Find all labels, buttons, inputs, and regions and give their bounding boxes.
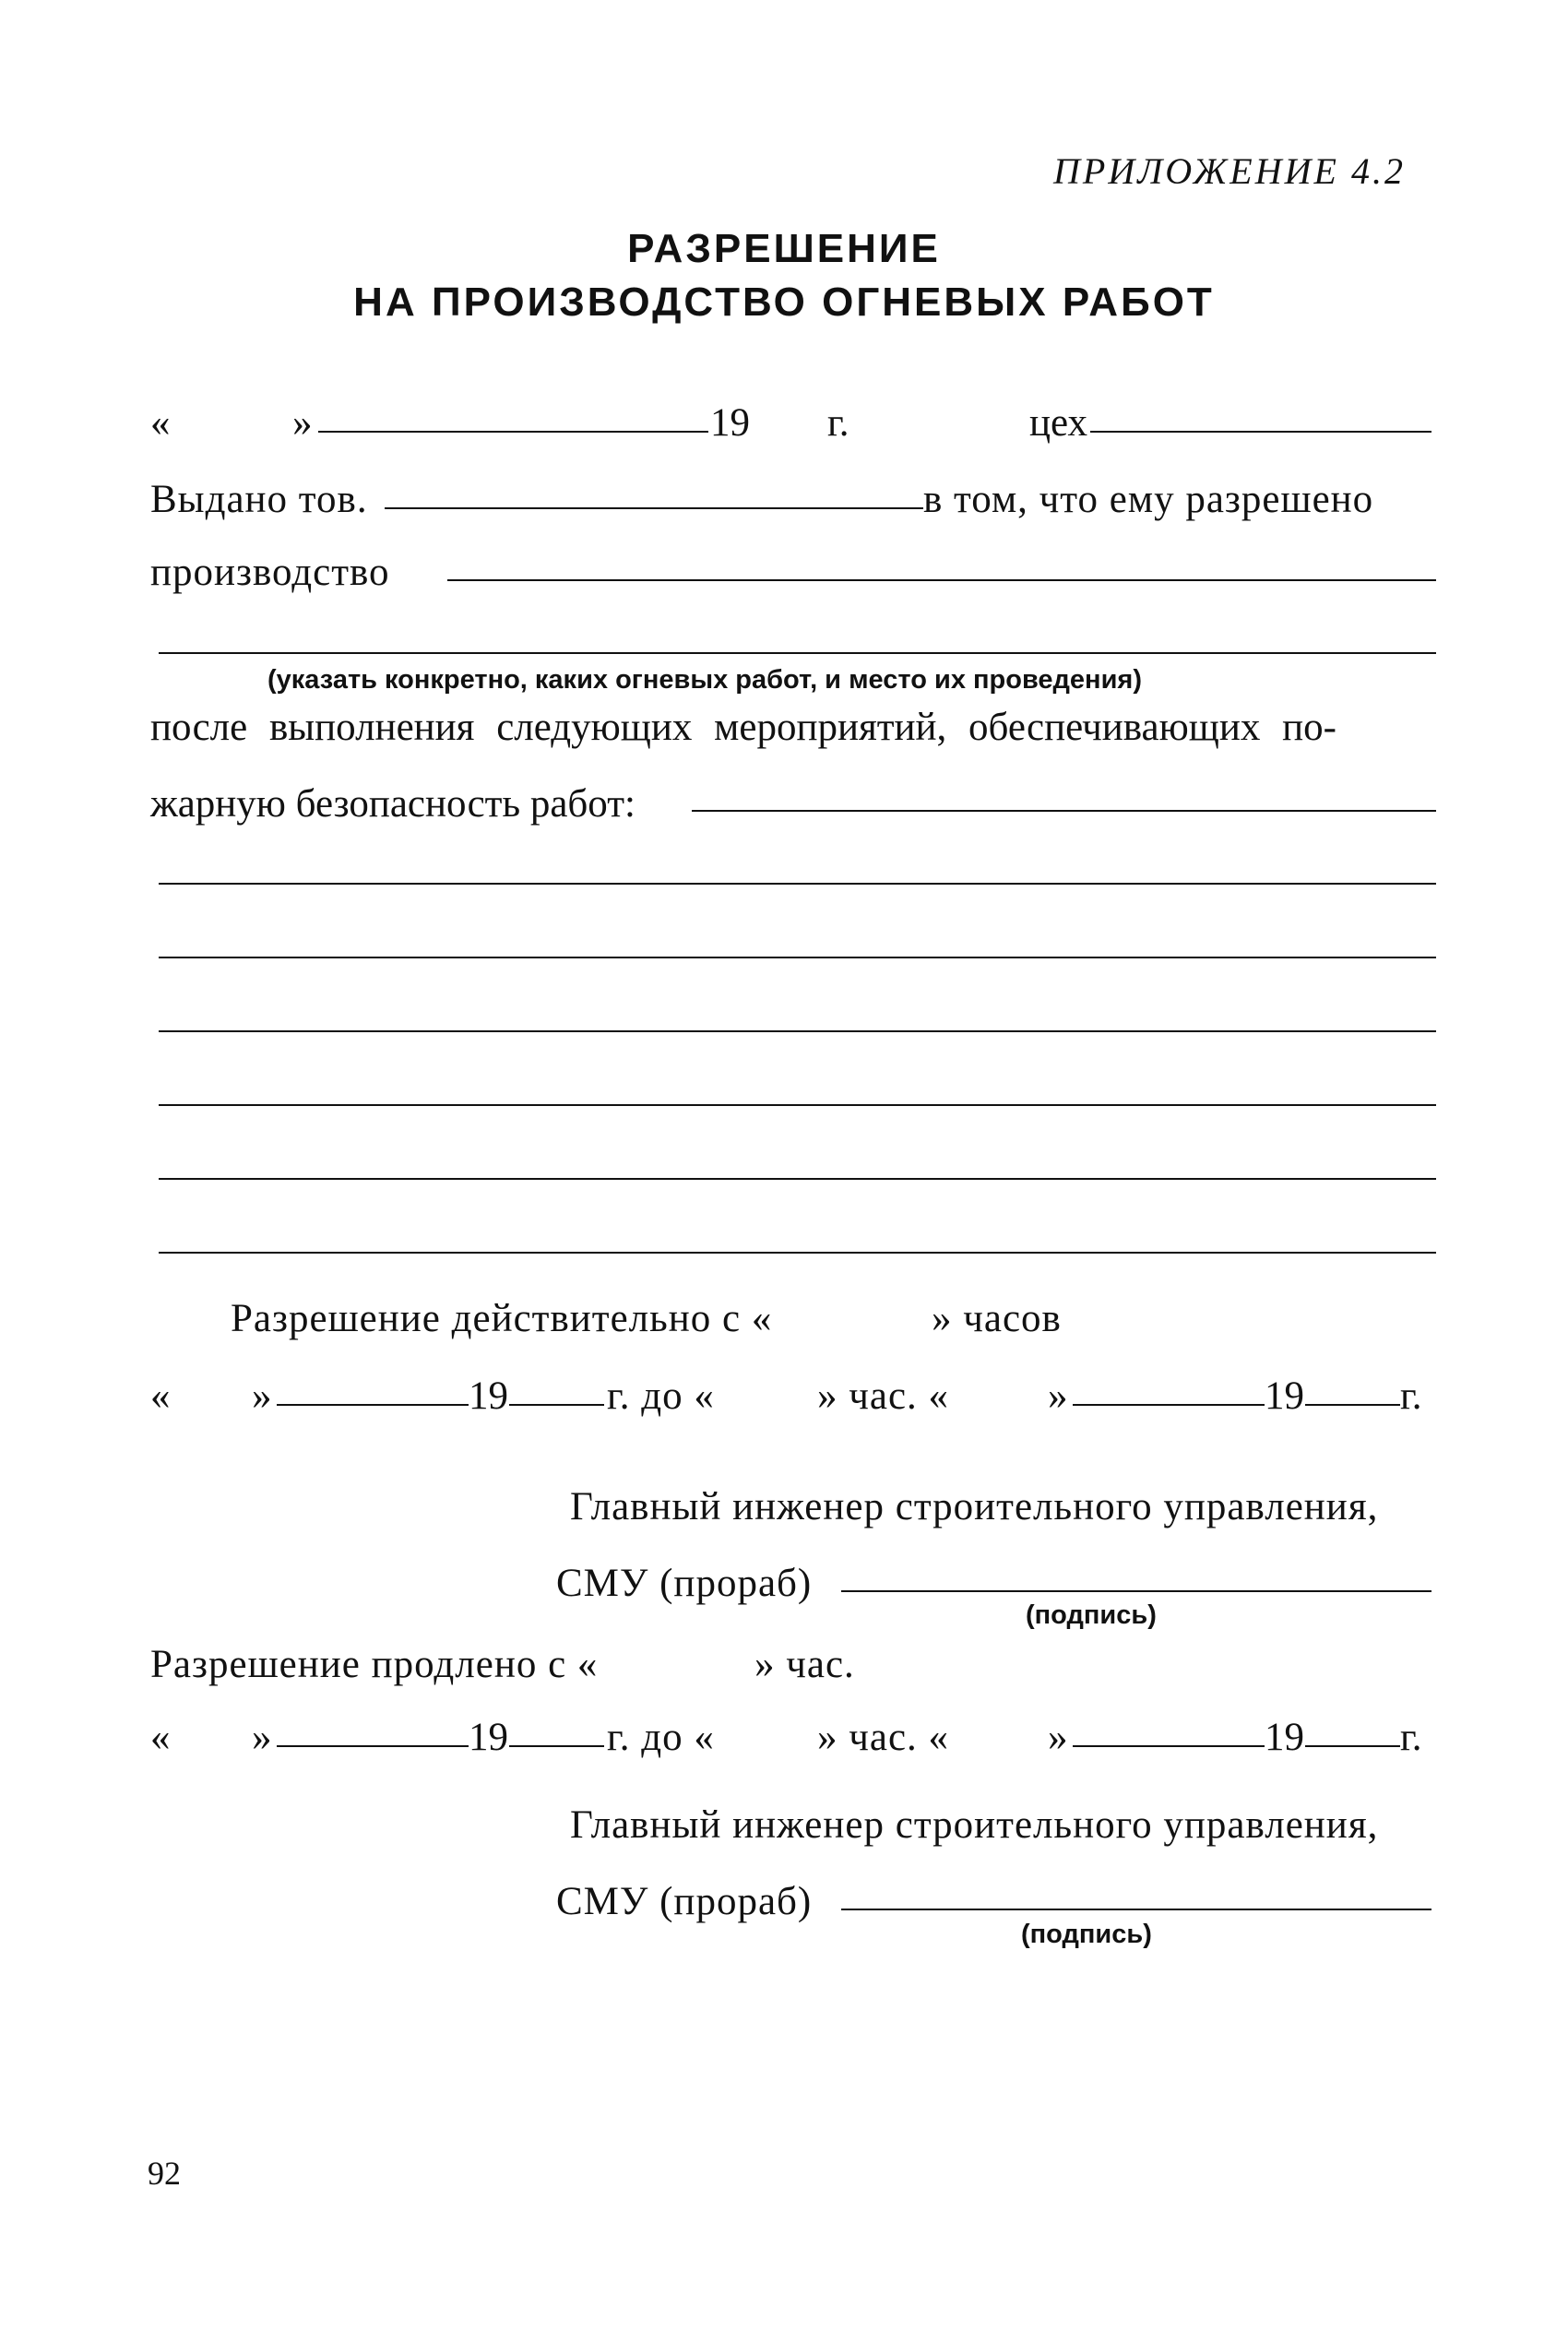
year-prefix: 19	[1265, 1374, 1304, 1418]
validity-to-year-field[interactable]	[1305, 1404, 1400, 1406]
year-prefix: 19	[1265, 1716, 1304, 1759]
extended-text: Разрешение продлено с «	[150, 1643, 599, 1686]
year-suffix: г.	[1400, 1374, 1422, 1418]
year-prefix: 19	[469, 1716, 508, 1759]
extended-to-date-field[interactable]	[1073, 1745, 1265, 1747]
close-quote: »	[1048, 1374, 1068, 1418]
measures-field-5[interactable]	[159, 1104, 1436, 1106]
issued-to-field[interactable]	[385, 507, 923, 509]
until-text: г. до «	[607, 1716, 715, 1759]
close-quote: »	[252, 1716, 272, 1759]
signer-position-1: Главный инженер строительного управления,	[570, 1485, 1379, 1528]
extended-from-date-field[interactable]	[277, 1745, 469, 1747]
open-quote: «	[150, 1716, 171, 1759]
production-field-2[interactable]	[159, 652, 1436, 654]
validity-from-date-field[interactable]	[277, 1404, 469, 1406]
validity-text: Разрешение действительно с «	[231, 1297, 773, 1340]
measures-text-line-1: после выполнения следующих мероприятий, обеспечивающих по-	[150, 706, 1336, 749]
measures-field-6[interactable]	[159, 1178, 1436, 1180]
shop-label: цех	[1029, 401, 1088, 445]
extended-to-year-field[interactable]	[1305, 1745, 1400, 1747]
close-quote: »	[1048, 1716, 1068, 1759]
open-quote: «	[150, 1374, 171, 1418]
permitted-text: в том, что ему разрешено	[923, 478, 1374, 521]
measures-field-7[interactable]	[159, 1252, 1436, 1254]
hours-text: » час. «	[817, 1374, 950, 1418]
year-suffix: г.	[1400, 1716, 1422, 1759]
page-number: 92	[148, 2155, 181, 2192]
validity-from-year-field[interactable]	[509, 1404, 604, 1406]
smu-label-1: СМУ (прораб)	[556, 1562, 813, 1605]
year-prefix: 19	[710, 401, 750, 445]
hours-text: » час. «	[817, 1716, 950, 1759]
works-hint: (указать конкретно, каких огневых работ, и место их проведения)	[267, 665, 1142, 695]
measures-field-4[interactable]	[159, 1030, 1436, 1032]
production-label: производство	[150, 551, 390, 594]
shop-field[interactable]	[1090, 431, 1431, 433]
close-quote: »	[252, 1374, 272, 1418]
extended-from-year-field[interactable]	[509, 1745, 604, 1747]
document-title-line-1: РАЗРЕШЕНИЕ	[627, 226, 941, 271]
close-quote: »	[292, 401, 313, 445]
production-field[interactable]	[447, 579, 1436, 581]
validity-hours: » часов	[932, 1297, 1062, 1340]
year-suffix: г.	[827, 401, 849, 445]
signature-field-1[interactable]	[841, 1590, 1431, 1592]
open-quote: «	[150, 401, 171, 445]
signature-hint-2: (подпись)	[1021, 1920, 1152, 1949]
smu-label-2: СМУ (прораб)	[556, 1880, 813, 1923]
year-prefix: 19	[469, 1374, 508, 1418]
signature-field-2[interactable]	[841, 1909, 1431, 1910]
measures-field-1[interactable]	[692, 810, 1436, 812]
extended-hour: » час.	[754, 1643, 855, 1686]
measures-field-2[interactable]	[159, 883, 1436, 885]
validity-to-date-field[interactable]	[1073, 1404, 1265, 1406]
issued-label: Выдано тов.	[150, 478, 368, 521]
signer-position-2: Главный инженер строительного управления,	[570, 1803, 1379, 1847]
document-title-line-2: НА ПРОИЗВОДСТВО ОГНЕВЫХ РАБОТ	[353, 279, 1215, 325]
date-month-field[interactable]	[318, 431, 708, 433]
until-text: г. до «	[607, 1374, 715, 1418]
measures-text-line-2: жарную безопасность работ:	[150, 782, 636, 826]
signature-hint-1: (подпись)	[1026, 1600, 1157, 1630]
appendix-label: ПРИЛОЖЕНИЕ 4.2	[1053, 150, 1406, 192]
measures-field-3[interactable]	[159, 957, 1436, 958]
